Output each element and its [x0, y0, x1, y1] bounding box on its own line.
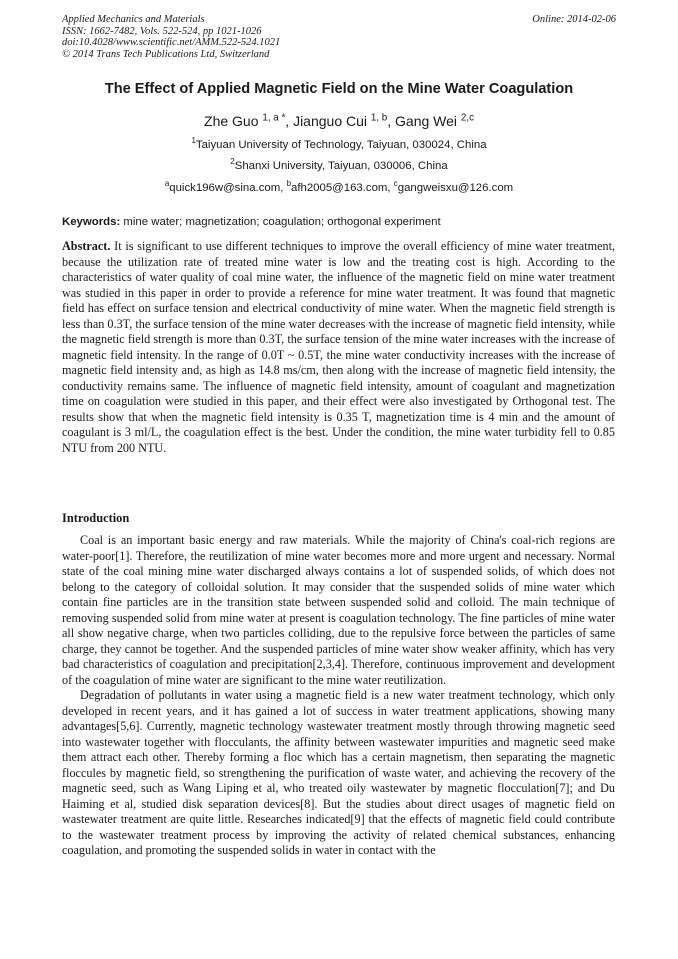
affiliation-1 [0, 136, 678, 151]
affiliation-2 [0, 157, 678, 172]
journal-header [62, 14, 616, 60]
author-name: Gang Wei [395, 113, 458, 129]
keywords [62, 216, 616, 228]
paper-title: The Effect of Applied Magnetic Field on the Mine Water Coagulation [104, 81, 574, 97]
affiliation-text: Taiyuan University of Technology, Taiyuan, 030024, China [195, 139, 487, 151]
issn-line: ISSN: 1662-7482, Vols. 522-524, pp 1021-1026 [62, 25, 262, 37]
affiliation-text: Shanxi University, Taiyuan, 030006, China [234, 160, 448, 172]
affiliation-mark: 2 [230, 157, 235, 167]
paragraph: Coal is an important basic energy and raw materials. While the majority of China's coal-rich regions are water-poor[1]. Therefore, the reutilization of mine water becomes more and more urgent and necessary. Normal state of the coal mining mine water discharged always contains a lot of suspended solids, of which does not belong to the category of colloidal solution. It may consider that the suspended solids of mine water which contain fine particles are in the transition state between suspended solid and colloid. The main technique of removing suspended solid from mine water at present is coagulation technology. The fine particles of mine water all show negative charge, when two particles colliding, due to the repulsive force between the particles of same charge, they cannot be together. And the suspended particles of mine water show weaker affinity, which has very bad characteristics of coagulation and precipitation[2,3,4]. Therefore, continuous improvement and development of the coagulation of mine water are significant to the mine water reutilization. [62, 533, 615, 687]
paragraph: Degradation of pollutants in water using a magnetic field is a new water treatment technology, which only developed in recent years, and it has gained a lot of success in water treatment applications, showing many advantages[5,6]. Currently, magnetic technology wastewater treatment mostly through throwing magnetic seed into wastewater together with flocculants, the affinity between wastewater impurities and magnetic seed make them attract each other. Thereby forming a floc which has a certain magnetism, then separating the magnetic floccules by magnetic field, so strengthening the purification of waste water, and achieving the recovery of the magnetic seed, such as Wang Liping et al, who treated oily wastewater by magnetic flocculation[7]; and Du Haiming et al, studied disk separation devices[8]. But the studies about direct usages of magnetic field on wastewater treatment are quite little. Researches indicated[9] that the effects of magnetic field could contribute to the wastewater treatment process by improving the activity of related chemical substances, enhancing coagulation, and promoting the suspended solids in water in contact with the [62, 688, 615, 857]
author-separator: , [285, 113, 294, 129]
copyright-line: © 2014 Trans Tech Publications Ltd, Switzerland [62, 48, 270, 60]
journal-name: Applied Mechanics and Materials [62, 14, 205, 25]
email-link[interactable]: afh2005@163.com, [291, 182, 394, 194]
doi-line[interactable]: doi:10.4028/www.scientific.net/AMM.522-524.1021 [62, 37, 281, 49]
online-date: Online: 2014-02-06 [532, 14, 616, 25]
author-affiliation-mark: 1, b [370, 112, 388, 124]
abstract [62, 239, 615, 456]
email-link[interactable]: quick196w@sina.com, [169, 182, 287, 194]
author-name: Zhe Guo [204, 113, 259, 129]
abstract-label: Abstract. [62, 239, 111, 253]
author-name: Jianguo Cui [293, 113, 367, 129]
email-link[interactable]: gangweisxu@126.com [397, 182, 514, 194]
email-mark: b [286, 179, 291, 189]
email-mark: c [393, 179, 398, 189]
abstract-text: It is significant to use different techniques to improve the overall efficiency of mine water treatment, because the utilization rate of treated mine water is low and the treating cost is high. According to the characteristics of water quality of coal mine water, the influence of the magnetic field on mine water treatment was studied in this paper in order to provide a reference for mine water treatment. It was found that magnetic field has effect on surface tension and electrical conductivity of mine water. When the magnetic field strength is less than 0.3T, the surface tension of the mine water decreases with the increase of magnetic field intensity, while the magnetic field strength is more than 0.3T, the surface tension of the mine water increases with the increase of magnetic field intensity. In the range of 0.0T ~ 0.5T, the mine water conductivity increases with the increase of magnetic field intensity and, as high as 14.8 ms/cm, then along with the increase of magnetic field intensity, the conductivity remains same. The influence of magnetic field intensity, amount of coagulant and magnetization time on coagulation were studied in this paper, and their effect were also investigated by Orthogonal test. The results show that when the magnetic field intensity is 0.35 T, magnetization time is 4 min and the amount of coagulant is 3 ml/L, the coagulation effect is the best. Under the condition, the mine water turbidity fell to 0.85 NTU from 200 NTU. [62, 239, 616, 455]
email-mark: a [164, 179, 170, 189]
author-affiliation-mark: 2,c [460, 112, 474, 124]
affiliation-mark: 1 [191, 136, 196, 146]
section-heading-introduction: Introduction [62, 511, 130, 525]
keywords-label: Keywords: [62, 216, 121, 228]
author-affiliation-mark: 1, a * [262, 112, 286, 124]
author-list [0, 113, 678, 129]
email-line [0, 179, 678, 194]
keywords-text: mine water; magnetization; coagulation; orthogonal experiment [123, 216, 441, 228]
introduction-body [62, 533, 615, 859]
author-separator: , [387, 113, 396, 129]
